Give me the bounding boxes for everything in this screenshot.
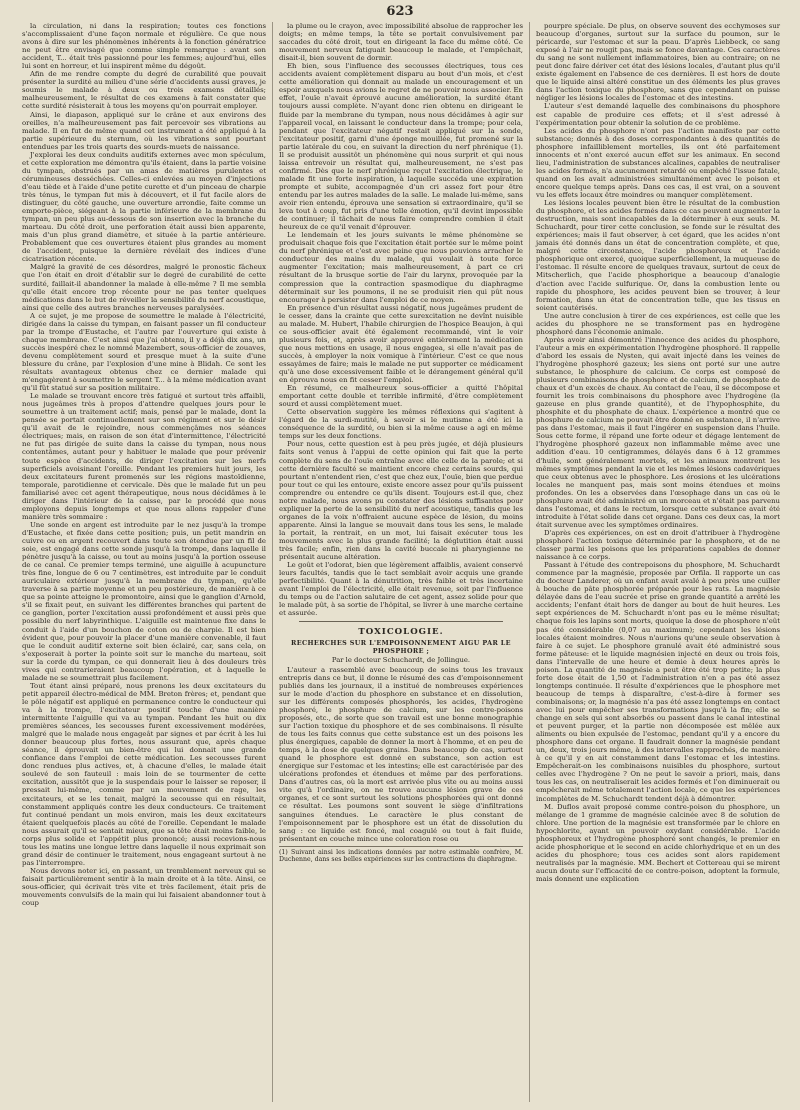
paragraph: Nous devons noter ici, en passant, un tremblement nerveux qui se faisait particulièrement sentir à la main droite et à la tête. Ainsi, ce sous-officier, qui écrivait très vite et très facilement, était pris de mouvements convulsifs de la main qui lui faisaient abandonner tout à coup — [22, 866, 266, 908]
paragraph: J'explorai les deux conduits auditifs externes avec mon spéculum, et cette exploration me démontra qu'ils étaient, dans la partie voisine du tympan, obstrués par un amas de matières purulentes et cérumineuses desséchées. Celles-ci enlevées au moyen d'injections d'eau tiède et à l'aide d'une petite curette et d'un pinceau de charpie très ténus, le tympan fut mis à découvert, et il fut facile alors de distinguer, du côté gauche, une ouverture arrondie, faite comme un emporte-pièce, siégeant à la partie inférieure de la membrane du tympan, un peu plus au-dessous de son insertion avec la branche du marteau. Du côté droit, une perforation était aussi bien apparente, mais d'un plus grand diamètre, et située à la partie antérieure. Probablement que ces ouvertures étaient plus grandes au moment de l'accident, puisque la dernière révélait des indices d'une cicatrisation récente. — [22, 150, 266, 264]
article-body — [279, 666, 523, 843]
paragraph: M. Duflos avait proposé comme contre-poison du phosphore, un mélange de 1 gramme de magnésie calcinée avec 8 de solution de chlore. Une portion de la magnésie est transformée par le chlore en hypochlorite, ayant un pouvoir oxydant considérable. L'acide phosphoreux et l'hydrogène phosphoré sont changés, le premier en acide phosphorique et le second en acide chlorhydrique et en un des acides du phosphore; tous ces acides sont alors rapidement neutralisés par la magnésie. MM. Bechert et Cottereau qui se mirent aucun doute sur l'efficacité de ce contre-poison, adoptent la formule, mais donnent une explication — [536, 802, 780, 883]
paragraph: la circulation, ni dans la respiration; toutes ces fonctions s'accomplissaient d'une façon normale et régulière. Ce que nous avons à dire sur les phénomènes inhérents à la fonction génératrice ne peut être envisagé que comme simple remarque : avant son accident, T... était très passionné pour les femmes; aujourd'hui, elles lui sont en horreur, et lui inspirent même du dégoût. — [22, 22, 266, 71]
paragraph: Le malade se trouvant encore très fatigué et surtout très affaibli, nous jugeâmes très à propos d'attendre quelques jours pour le soumettre à un traitement actif; mais, pensé par le malade, dont la pensée se portait continuellement sur son régiment et sur le désir qu'il avait de le rejoindre, nous commençâmes nos séances électriques; mais, en raison de son état d'intermittence, l'électricité ne fut pas dirigée de suite dans la caisse du tympan, nous nous contentâmes, autant pour y habituer le malade que pour prévenir toute espèce d'accidents, de diriger l'excitation sur les nerfs superficiels avoisinant l'oreille. Pendant les premiers huit jours, les deux excitateurs furent promenés sur les régions mastoïdienne, temporale, parotidienne et cervicale. Dès que le malade fut un peu familiarisé avec cet agent thérapeutique, nous nous décidâmes à le diriger dans l'intérieur de la caisse, par le procédé que nous employons depuis longtemps et que nous allons rappeler d'une manière très sommaire : — [22, 392, 266, 521]
paragraph: Passant à l'étude des contrepoisons du phosphore, M. Schuchardt commence par la magnésie, proposée par Orfila. Il rapporte un cas du docteur Landerer, où un enfant avait avalé à peu près une cuiller à bouche de pâte phosphorée préparée pour les rats. La magnésie délayée dans de l'eau sucrée et prise en grande quantité a arrêté les accidents; l'enfant était hors de danger au bout de huit heures. Les sept expériences de M. Schuchardt n'ont pas eu le même résultat; chaque fois les lapins sont morts, quoique la dose de phosphore n'eût pas été considérable (0,07 au maximum); cependant les lésions locales étaient moindres. Nous n'aurions qu'une seule observation à faire à ce sujet. Le phosphore granulé avait été administré sous forme pâteuse: et le liquide magnésien injecté en deux ou trois fois, dans l'intervalle de une heure et demie à deux heures après le poison. La quantité de magnésie a peut être été trop petite; la plus forte dose était de 1,50 et l'administration n'en a pas été assez longtemps continuée. Il résulte d'expériences que le phosphore met beaucoup de temps à disparaître, c'est-à-dire à former ses combinaisons; or, la magnésie n'a pas été assez longtemps en contact avec lui pour empêcher ses transformations jusqu'à la fin; elle se change en sels qui sont absorbés ou passent dans le canal intestinal et peuvent purger, et la partie non décomposée est mêlée aux aliments ou bien expulsée de l'estomac, pendant qu'il y a encore du phosphore dans cet organe. Il faudrait donner la magnésie pendant un, deux, trois jours même, à des intervalles rapprochés, de manière à ce qu'il y en ait constamment dans l'estomac et les intestins. Empêcherait-on les combinaisons nuisibles du phosphore, surtout celles avec l'hydrogène ? On ne peut le savoir a priori, mais, dans tous les cas, on neutraliserait les acides formés et l'on diminuerait ou empêcherait même totalement l'action locale, ce que les expériences incomplètes de M. Schuchardt tendent déjà à démontrer. — [536, 561, 780, 803]
paragraph: En résumé, ce malheureux sous-officier a quitté l'hôpital emportant cette double et terrible infirmité, d'être complètement sourd et aussi complètement muet. — [279, 384, 523, 409]
paragraph: la plume ou le crayon, avec impossibilité absolue de rapprocher les doigts; en même temps, la tête se portait convulsivement par saccades du côté droit, tout en dirigeant la face du même côté. Ce mouvement nerveux fatiguait beaucoup le malade, et l'empêchait, disait-il, bien souvent de dormir. — [279, 22, 523, 63]
paragraph: Afin de me rendre compte du degré de curabilité que pouvait présenter la surdité au milieu d'une série d'accidents aussi graves, je soumis le malade à deux ou trois examens détaillés; malheureusement, le résultat de ces examens à fait constater que cette surdité résisterait à tous les moyens qu'on pourrait employer. — [22, 70, 266, 111]
column-2 — [272, 22, 529, 1102]
paragraph: Les acides du phosphore n'ont pas l'action manifeste par cette substance; donnés à des doses correspondantes à des quantités de phosphore infailliblement mortelles, ils ont été parfaitement innocents et n'ont exercé aucun effet sur les animaux. En second lieu, l'administration de substances alcalines, capables de neutraliser les acides formés, n'a aucunement retardé ou empêché l'issue fatale, quand on les avait administrées simultanément avec le poison et encore quelque temps après. Dans ces cas, il est vrai, on a souvent vu les effets locaux être moindres ou manquer complètement. — [536, 126, 780, 199]
paragraph: En présence d'un résultat aussi négatif, nous jugeâmes prudent de le cesser, dans la crainte que cette surexcitation ne devînt nuisible au malade. M. Hubert, l'habile chirurgien de l'hospice Beaujon, à qui ce sous-officier avait été également recommandé, vint le voir plusieurs fois, et, après avoir approuvé entièrement la médication que nous mettions en usage, il nous engagea, si elle n'avait pas de succès, à employer la noix vomique à l'intérieur. C'est ce que nous essayâmes de faire; mais le malade ne put supporter ce médicament qu'à une dose excessivement faible et le dérangement général qu'il en éprouva nous en fit cesser l'emploi. — [279, 303, 523, 385]
paragraph: Après avoir ainsi démontré l'innocence des acides du phosphore, l'auteur a mis en expérimentation l'hydrogène phosphoré. Il rappelle d'abord les essais de Nysten, qui avait injecté dans les veines de l'hydrogène phosphoré gazeux; les siens ont porté sur une autre substance, le phosphure de calcium. Ce corps est composé de plusieurs combinaisons de phosphore et de calcium, de phosphate de chaux et d'un excès de chaux. Au contact de l'eau, il se décompose et fournit les trois combinaisons du phosphore avec l'hydrogène (la gazeuse en plus grande quantité), et de l'hypophosphite, du phosphite et du phosphate de chaux. L'expérience a montré que ce phosphure de calcium ne pouvait être donné en substance, il n'arrive pas dans l'estomac, mais il faut l'ingérer en suspension dans l'huile. Sous cette forme, il répand une forte odeur et dégage lentement de l'hydrogène phosphoré gazeux non inflammable même avec une addition d'eau. 10 centigrammes, délayés dans 6 à 12 grammes d'huile, sont généralement mortels, et les animaux montrent les mêmes symptômes pendant la vie et les mêmes lésions cadavériques que ceux obtenus avec le phosphore. Les érosions et les ulcérations locales ne manquent pas, mais sont moins étendues et moins profondes. On les a observées dans l'œsophage dans un cas où le phosphure avait été administré en un morceau et n'était pas parvenu dans l'estomac, et dans le rectum, lorsque cette substance avait été introduite à l'état solide dans cet organe. Dans ces deux cas, la mort était survenue avec les symptômes ordinaires. — [536, 335, 780, 529]
column-3 — [529, 22, 786, 1102]
paragraph: Une autre conclusion à tirer de ces expériences, est celle que les acides du phosphore ne se transforment pas en hydrogène phosphoré dans l'économie animale. — [536, 311, 780, 336]
paragraph: Cette observation suggère les mêmes réflexions qui s'agitent à l'égard de la surdi-mutité, à savoir si le mutisme a été ici la conséquence de la surdité, ou bien si la même cause a agi en même temps sur les deux fonctions. — [279, 408, 523, 441]
paragraph: Une sonde en argent est introduite par le nez jusqu'à la trompe d'Eustache, et fixée dans cette position; puis, un petit mandrin en cuivre ou en argent recouvert dans toute son étendue par un fil de soie, est engagé dans cette sonde jusqu'à la trompe, dans laquelle il pénètre jusqu'à la caisse, ou tout au moins jusqu'à la portion osseuse de ce canal. Ce premier temps terminé, une aiguille à acupuncture très fine, longue de 6 ou 7 centimètres, est introduite par le conduit auriculaire extérieur jusqu'à la membrane du tympan, qu'elle traverse à sa partie moyenne et un peu postérieure, de manière à ce que sa pointe atteigne le promontoire, ainsi que le ganglion d'Arnold, s'il se fixait peut, en suivant les différentes branches qui partent de ce ganglion, porter l'excitation aussi profondément et aussi près que possible du nerf labyrinthique. L'aiguille est maintenue fixe dans le conduit à l'aide d'un bouchon de coton ou de charpie. Il est bien évident que, pour pouvoir la placer d'une manière convenable, il faut que le conduit auditif externe soit bien éclairé, car, sans cela, on s'exposerait à porter la pointe soit sur le manche du marteau, soit sur la corde du tympan, ce qui donnerait lieu à des douleurs très vives qui contrarieraient beaucoup l'opération, et à laquelle le malade ne se soumettrait plus facilement. — [22, 520, 266, 682]
paragraph: D'après ces expériences, on est en droit d'attribuer à l'hydrogène phosphoré l'action toxique déterminée par le phosphore, et de ne classer parmi les poisons que les préparations capables de donner naissance à ce corps. — [536, 528, 780, 562]
article-author: Par le docteur Schuchardt, de Jollingue. — [331, 655, 471, 664]
paragraph: Ainsi, le diapason, appliqué sur le crâne et aux environs des oreilles, n'a malheureusement pas fait percevoir ses vibrations au malade. Il en fut de même quand cet instrument a été appliqué à la partie supérieure du sternum, où les vibrations sont pourtant entendues par les trois quarts des sourds-muets de naissance. — [22, 110, 266, 151]
page-number: 623 — [386, 4, 414, 19]
footnote: (1) Suivant ainsi les indications données par notre estimable confrère, M. Duchenne, dans ses belles expériences sur les contractions du diaphragme. — [279, 846, 523, 863]
paragraph: Les lésions locales peuvent bien être le résultat de la combustion du phosphore, et les acides formés dans ce cas peuvent augmenter la destruction, mais sont incapables de la déterminer à eux seuls. M. Schuchardt, pour tirer cette conclusion, se fonde sur le résultat des expériences; mais il faut observer, à cet égard, que les acides n'ont jamais été donnés dans un état de concentration complète, et que, malgré cette circonstance, l'acide phosphoreux et l'acide phosphorique ont exercé, quoique superficiellement, la muqueuse de l'estomac. Il résulte encore de quelques travaux, surtout de ceux de Mitscherlich, que l'acide phosphorique a beaucoup d'analogie d'action avec l'acide sulfurique. Or, dans la combustion lente ou rapide du phosphore, les acides peuvent bien se trouver, à leur formation, dans un état de concentration telle, que les tissus en soient cautérisés. — [536, 199, 780, 312]
paragraph: A ce sujet, je me propose de soumettre le malade à l'électricité, dirigée dans la caisse du tympan, en faisant passer un fil conducteur par la trompe d'Eustache, et l'autre par l'ouverture qui existe à chaque membrane. C'est ainsi que j'ai obtenu, il y a déjà dix ans, un succès inespéré chez le nommé Mazembert, sous-officier de zouaves, devenu complètement sourd et presque muet à la suite d'une blessure du crâne, par l'explosion d'une mine à Blidah. Ce sont les résultats avantageux obtenus chez ce dernier malade qui m'engagèrent à soumettre le sergent T... à la même médication avant qu'il fût statué sur sa position militaire. — [22, 311, 266, 393]
column-2-body — [279, 22, 523, 617]
paragraph: Pour nous, cette question est à peu près jugée, et déjà plusieurs faits sont venus à l'appui de cette opinion qui fait que la perte complète du sens de l'ouïe entraîne avec elle celle de la parole; et si cette dernière faculté se maintient encore chez certains sourds, qui pourtant n'entendent rien, c'est que chez eux, l'ouïe, bien que perdue pour tout ce qui les entoure, existe encore assez pour qu'ils puissent comprendre ou entendre ce qu'ils disent. Toujours est-il que, chez notre malade, nous avons pu constater des lésions suffisantes pour expliquer la perte de la sensibilité du nerf acoustique, tandis que les organes de la voix n'offraient aucune espèce de lésion, du moins apparente. Ainsi la langue se mouvait dans tous les sens, le malade la portait, la rentrait, en un mot, lui faisait exécuter tous les mouvements avec la plus grande facilité; la déglutition était aussi très facile; enfin, rien dans la cavité buccale ni pharyngienne ne présentait aucune altération. — [279, 440, 523, 562]
paragraph: Le goût et l'odorat, bien que légèrement affaiblis, avaient conservé leurs facultés, tandis que le tact semblait avoir acquis une grande perfectibilité. Quant à la dénutrition, très faible et très incertaine avant l'emploi de l'électricité, elle était revenue, soit par l'influence du temps ou de l'action salutaire de cet agent, assez solide pour que le malade pût, à sa sortie de l'hôpital, se livrer à une marche certaine et assurée. — [279, 561, 523, 618]
paragraph: L'auteur a rassemblé avec beaucoup de soins tous les travaux entrepris dans ce but, il donne le résumé des cas d'empoisonnement publiés dans les journaux, il a institué de nombreuses expériences sur le mode d'action du phosphore en substance et en dissolution, sur les différents composés phosphorés, les acides, l'hydrogène phosphoré, le phosphure de calcium, sur les contre-poisons proposés, etc., de sorte que son travail est une bonne monographie sur l'action toxique du phosphore et de ses combinaisons. Il résulte de tous les faits connus que cette substance est un des poisons les plus énergiques, capable de donner la mort à l'homme, et en peu de temps, à la dose de quelques grains. Dans beaucoup de cas, surtout quand le phosphore est donné en substance, son action est énergique sur l'estomac et les intestins; elle est caractérisée par des ulcérations profondes et étendues et même par des perforations. Dans d'autres cas, où la mort est arrivée plus vite ou au moins aussi vite qu'à l'ordinaire, on ne trouve aucune lésion grave de ces organes, et ce sont surtout les solutions phosphorées qui ont donné ce résultat. Les poumons sont souvent le siège d'infiltrations sanguines étendues. Le caractère le plus constant de l'empoisonnement par le phosphore est un état de dissolution du sang : ce liquide est foncé, mal coagulé ou tout à fait fluide, présentant en couche mince une coloration rose ou — [279, 665, 523, 843]
paragraph: Malgré la gravité de ces désordres, malgré le pronostic fâcheux que l'on était en droit d'établir sur le degré de curabilité de cette surdité, faillait-il abandonner la malade à elle-même ? Il me sembla qu'elle était encore trop récente pour ne pas tenter quelques médications dans le but de réveiller la sensibilité du nerf acoustique, ainsi que celle des autres branches nerveuses paralysées. — [22, 263, 266, 312]
paragraph: Tout étant ainsi préparé, nous prenons les deux excitateurs du petit appareil électro-médical de MM. Breton frères; et, pendant que le pôle négatif est appliqué en permanence contre le conducteur qui va à la trompe, l'excitateur positif touche d'une manière intermittente l'aiguille qui va au tympan. Pendant les huit ou dix premières séances, les secousses furent excessivement modérées, malgré que le malade nous engageât par signes et par écrit à les lui donner beaucoup plus fortes, nous assurant que, après chaque séance, il éprouvait un bien-être qui lui donnait une grande confiance dans l'emploi de cette médication. Les secousses furent donc rendues plus actives, et, à chacune d'elles, le malade était soulevé de son fauteuil : mais loin de se tourmenter de cette excitation, aussitôt que je la suspendais pour le laisser se reposer, il pressait lui-même, comme par un mouvement de rage, les excitateurs, et se les tenait, malgré la secousse qui en résultait, constamment appliqués contre les deux conducteurs. Ce traitement fut continué pendant un mois environ, mais les deux excitateurs étaient quelquefois placés au côté de l'oreille. Cependant le malade nous assurait qu'il se sentait mieux, que sa tête était moins faible, le corps plus solide et l'appétit plus prononcé; aussi recevions-nous tous les matins une longue lettre dans laquelle il nous exprimait son grand désir de continuer le traitement, nous engageant surtout à ne pas l'interrompre. — [22, 681, 266, 867]
paragraph: pourpre spéciale. De plus, on observe souvent des ecchymoses sur beaucoup d'organes, surtout sur la surface du poumon, sur le péricarde, sur l'estomac et sur la peau. D'après Liebbeck, ce sang exposé à l'air ne rougit pas, mais se fonce davantage. Ces caractères du sang ne sont nullement inflammatoires, bien au contraire; on ne peut donc faire dériver cet état des lésions locales, d'autant plus qu'il existe également en l'absence de ces dernières. Il est hors de doute que le liquide ainsi altéré constitue un des éléments les plus graves dans l'action toxique du phosphore, sans que cependant on puisse négliger les lésions locales de l'estomac et des intestins. — [536, 22, 780, 103]
column-1 — [16, 22, 272, 1102]
paragraph: Eh bien, sous l'influence des secousses électriques, tous ces accidents avaient complètement disparu au bout d'un mois, et c'est cette amélioration qui donnait au malade un encouragement et un espoir auxquels nous avions le regret de ne pouvoir nous associer. En effet, l'ouïe n'avait éprouvé aucune amélioration, la surdité étant toujours aussi complète. N'ayant donc rien obtenu en dirigeant le fluide par la membrane du tympan, nous nous décidâmes à agir sur l'appareil vocal, en laissant le conducteur dans la trompe; pour cela, pendant que l'excitateur négatif restait appliqué sur la sonde, l'excitateur positif, garni d'une éponge mouillée, fut promené sur la partie latérale du cou, en suivant la direction du nerf phrénique (1). Il se produisit aussitôt un phénomène qui nous surprit et qui nous laissa entrevoir un résultat qui, malheureusement, ne s'est pas confirmé. Dès que le nerf phrénique reçut l'excitation électrique, le malade fit une forte inspiration, à laquelle succéda une expiration prompte et subite, accompagnée d'un cri assez fort pour être entendu par les autres malades de la salle. Le malade lui-même, sans avoir rien entendu, éprouva une sensation si extraordinaire, qu'il se leva tout à coup, fut pris d'une telle émotion, qu'il devint impossible de continuer; il tâchait de nous faire comprendre combien il était heureux de ce qu'il venait d'éprouver. — [279, 62, 523, 232]
paragraph: L'auteur s'est demandé laquelle des combinaisons du phosphore est capable de produire ces effets; et il s'est adressé à l'expérimentation pour obtenir la solution de ce problème. — [536, 102, 780, 127]
columns — [16, 22, 786, 1102]
section-divider — [299, 621, 503, 622]
section-title: TOXICOLOGIE. — [358, 627, 444, 638]
article-title: RECHERCHES SUR L'EMPOISONNEMENT AIGU PAR LE PHOSPHORE ; — [291, 638, 511, 655]
paragraph: Le lendemain et les jours suivants le même phénomène se produisait chaque fois que l'excitation était portée sur le même point du nerf phrénique et c'est avec peine que nous pouvions arracher le conducteur des mains du malade, qui voulait à toute force augmenter l'excitation; mais malheureusement, à part ce cri résultant de la brusque sortie de l'air du larynx, provoquée par la compression que la contraction spasmodique du diaphragme déterminait sur les poumons, il ne se produisit rien qui pût nous encourager à persister dans l'emploi de ce moyen. — [279, 231, 523, 304]
